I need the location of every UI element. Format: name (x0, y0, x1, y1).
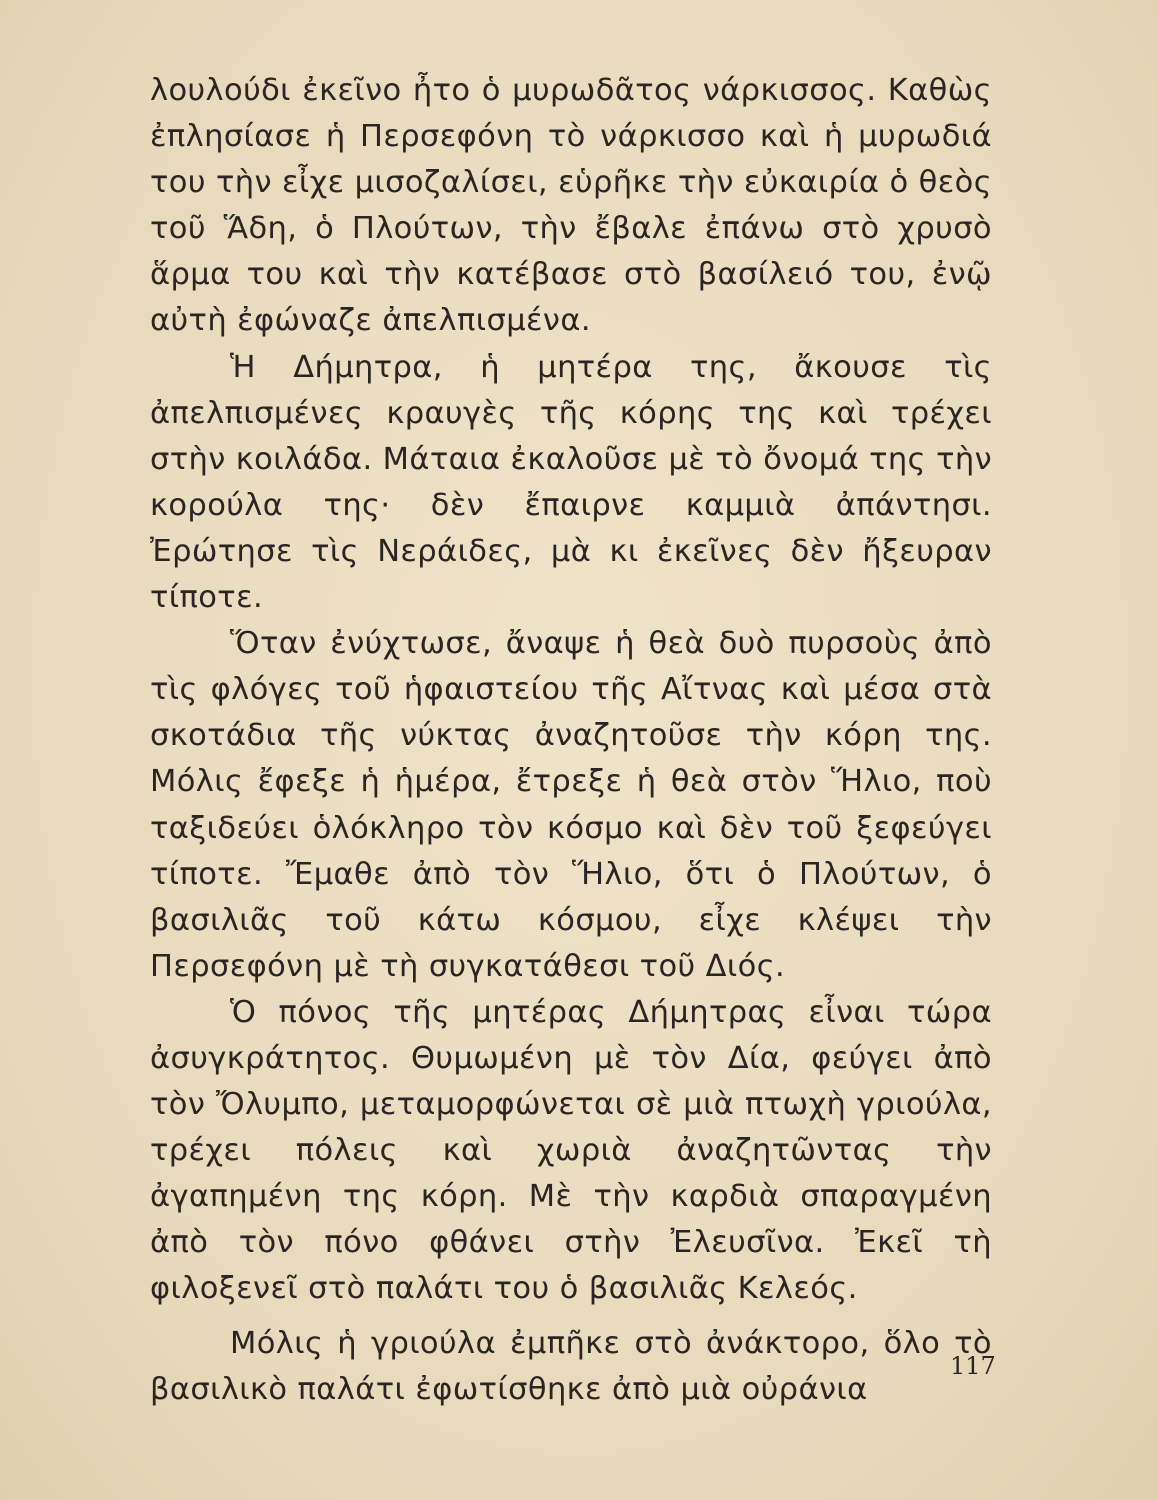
paragraph-5: Μόλις ἡ γριούλα ἐμπῆκε στὸ ἀνάκτορο, ὅλο τὸ βασιλικὸ παλάτι ἐφωτίσθηκε ἀπὸ μιὰ οὐράνια (150, 1325, 992, 1407)
body-text (150, 68, 992, 1413)
paragraph-1: λουλούδι ἐκεῖνο ἦτο ὁ μυρωδᾶτος νάρκισσος. Καθὼς ἐπλησίασε ἡ Περσεφόνη τὸ νάρκισσο καὶ ἡ μυρωδιά του τὴν εἶχε μισοζαλίσει, εὑρῆκε τὴν εὐκαιρία ὁ θεὸς τοῦ Ἅδη, ὁ Πλούτων, τὴν ἔβαλε ἐπάνω στὸ χρυσὸ ἅρμα του καὶ τὴν κατέβασε στὸ βασίλειό του, ἐνῷ αὐτὴ ἐφώναζε ἀπελπισμένα. (150, 73, 992, 339)
paragraph-3: Ὅταν ἐνύχτωσε, ἄναψε ἡ θεὰ δυὸ πυρσοὺς ἀπὸ τὶς φλόγες τοῦ ἡφαιστείου τῆς Αἴτνας καὶ μέσα στὰ σκοτάδια τῆς νύκτας ἀναζητοῦσε τὴν κόρη της. Μόλις ἔφεξε ἡ ἡμέρα, ἔτρεξε ἡ θεὰ στὸν Ἥλιο, ποὺ ταξιδεύει ὁλόκληρο τὸν κόσμο καὶ δὲν τοῦ ξεφεύγει τίποτε. Ἔμαθε ἀπὸ τὸν Ἥλιο, ὅτι ὁ Πλούτων, ὁ βασιλιᾶς τοῦ κάτω κόσμου, εἶχε κλέψει τὴν Περσεφόνη μὲ τὴ συγκατάθεσι τοῦ Διός. (150, 626, 992, 984)
paragraph-4: Ὁ πόνος τῆς μητέρας Δήμητρας εἶναι τώρα ἀσυγκράτητος. Θυμωμένη μὲ τὸν Δία, φεύγει ἀπὸ τὸν Ὄλυμπο, μεταμορφώνεται σὲ μιὰ πτωχὴ γριούλα, τρέχει πόλεις καὶ χωριὰ ἀναζητῶντας τὴν ἀγαπημένη της κόρη. Μὲ τὴν καρδιὰ σπαραγμένη ἀπὸ τὸν πόνο φθάνει στὴν Ἐλευσῖνα. Ἐκεῖ τὴ φιλοξενεῖ στὸ παλάτι του ὁ βασιλιᾶς Κελεός. (150, 994, 992, 1307)
page-number: 117 (950, 1352, 996, 1380)
paragraph-2: Ἡ Δήμητρα, ἡ μητέρα της, ἄκουσε τὶς ἀπελπισμένες κραυγὲς τῆς κόρης της καὶ τρέχει στὴν κοιλάδα. Μάταια ἐκαλοῦσε μὲ τὸ ὄνομά της τὴν κορούλα της· δὲν ἔπαιρνε καμμιὰ ἀπάντησι. Ἐρώτησε τὶς Νεράιδες, μὰ κι ἐκεῖνες δὲν ἤξευραν τίποτε. (150, 349, 992, 616)
